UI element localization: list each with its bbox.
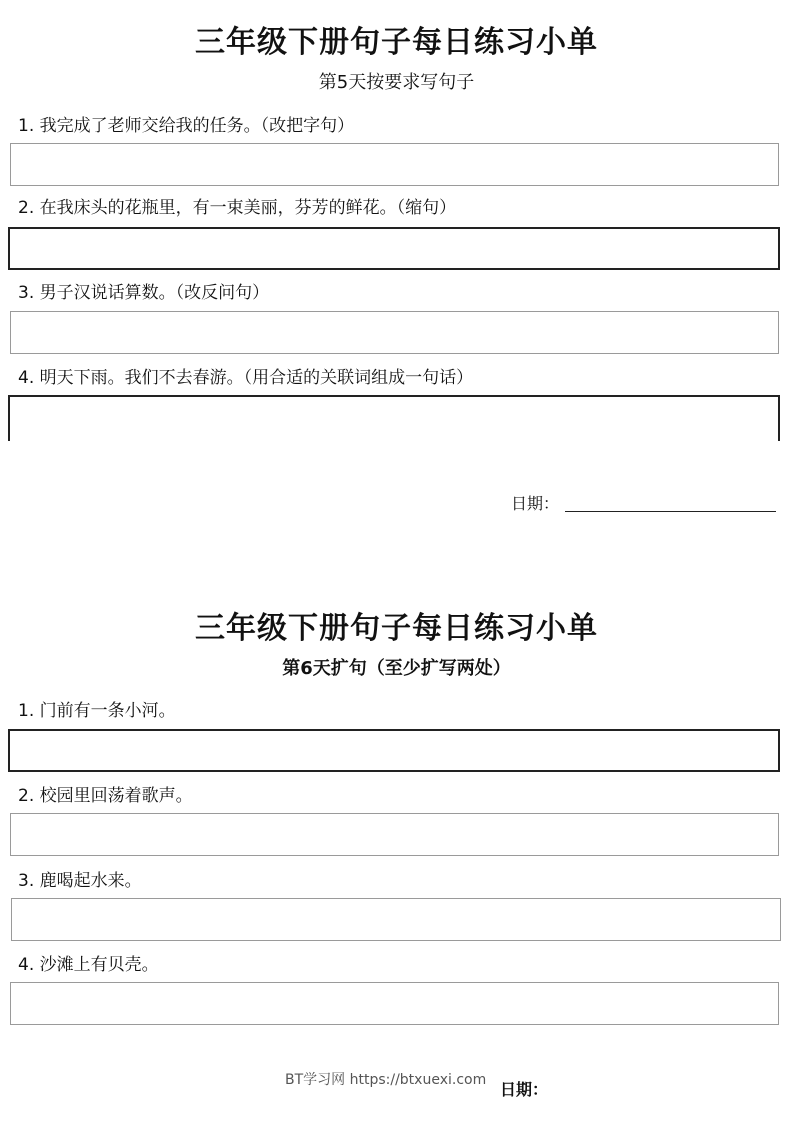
sheet1-question-4: 4. 明天下雨。我们不去春游。（用合适的关联词组成一句话） <box>18 368 474 388</box>
sheet1-subtitle: 第5天按要求写句子 <box>318 72 475 93</box>
sheet1-answer-box-4[interactable] <box>8 395 780 441</box>
sheet1-question-3: 3. 男子汉说话算数。（改反问句） <box>18 283 270 303</box>
sheet2-question-2: 2. 校园里回荡着歌声。 <box>18 786 193 806</box>
sheet1-title: 三年级下册句子每日练习小单 <box>195 25 598 60</box>
sheet1-question-2: 2. 在我床头的花瓶里，有一束美丽，芬芳的鲜花。（缩句） <box>18 198 457 218</box>
sheet1-date-label: 日期： <box>511 494 560 513</box>
sheet2-question-4: 4. 沙滩上有贝壳。 <box>18 955 159 975</box>
sheet2-subtitle: 第6天扩句（至少扩写两处） <box>282 658 511 679</box>
sheet1-question-1: 1. 我完成了老师交给我的任务。（改把字句） <box>18 116 355 136</box>
sheet2-title: 三年级下册句子每日练习小单 <box>195 611 598 646</box>
sheet2-date-label: 日期： <box>500 1080 549 1099</box>
sheet1-date-line[interactable] <box>565 511 776 512</box>
sheet2-question-3: 3. 鹿喝起水来。 <box>18 871 142 891</box>
sheet2-answer-box-2[interactable] <box>10 813 779 856</box>
sheet2-answer-box-4[interactable] <box>10 982 779 1025</box>
sheet1-answer-box-1[interactable] <box>10 143 779 186</box>
sheet2-question-1: 1. 门前有一条小河。 <box>18 701 176 721</box>
sheet1-answer-box-2[interactable] <box>8 227 780 270</box>
sheet1-answer-box-3[interactable] <box>10 311 779 354</box>
sheet2-answer-box-1[interactable] <box>8 729 780 772</box>
sheet2-answer-box-3[interactable] <box>11 898 781 941</box>
footer-watermark: BT学习网 https://btxuexi.com <box>285 1072 487 1088</box>
